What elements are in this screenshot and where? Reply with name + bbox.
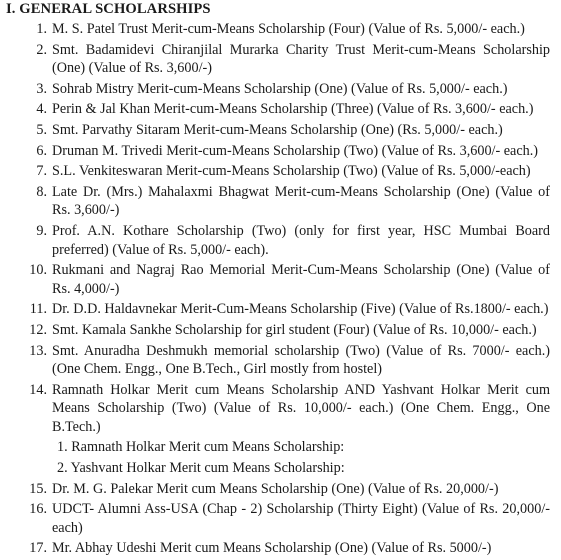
item-text: Sohrab Mistry Merit-cum-Means Scholarship (One) (Value of Rs. 5,000/- each.) [52,80,508,97]
list-item [0,342,561,379]
sub-item: 2. Yashvant Holkar Merit cum Means Scholarship: [57,460,345,477]
scholarship-list [0,20,561,560]
list-item [0,500,561,537]
section-heading: I. GENERAL SCHOLARSHIPS [6,1,211,17]
item-number: 9. [36,222,47,239]
list-item [0,100,561,119]
item-text: Druman M. Trivedi Merit-cum-Means Scholarship (Two) (Value of Rs. 3,600/- each.) [52,142,539,159]
item-text: Smt. Kamala Sankhe Scholarship for girl student (Four) (Value of Rs. 10,000/- each.) [52,321,537,338]
list-item [0,162,561,181]
item-text: Rukmani and Nagraj Rao Memorial Merit-Cum-Means Scholarship (One) (Value of Rs. 4,000/-) [52,262,550,297]
item-text: UDCT- Alumni Ass-USA (Chap - 2) Scholarship (Thirty Eight) (Value of Rs. 20,000/- each) [52,501,550,536]
item-text: S.L. Venkiteswaran Merit-cum-Means Scholarship (Two) (Value of Rs. 5,000/-each) [52,163,531,180]
list-item [0,121,561,140]
item-number: 4. [36,101,47,118]
list-item [0,20,561,39]
item-number: 2. [36,41,47,58]
item-number: 17. [29,540,47,557]
item-number: 15. [29,480,47,497]
list-item [0,381,561,478]
item-number: 5. [36,121,47,138]
item-text-block [52,381,561,478]
item-text: Ramnath Holkar Merit cum Means Scholarship AND Yashvant Holkar Merit cum Means Scholarship (Two) (Value of Rs. 10,000/- each.) (One Chem. Engg., One B.Tech.) [52,381,550,435]
item-text: Mr. Abhay Udeshi Merit cum Means Scholarship (One) (Value of Rs. 5000/-) [52,540,492,557]
item-number: 6. [36,142,47,159]
list-item [0,480,561,499]
item-text: Late Dr. (Mrs.) Mahalaxmi Bhagwat Merit-cum-Means Scholarship (One) (Value of Rs. 3,600/-) [52,183,550,219]
item-number: 1. [36,21,47,37]
sub-item: 1. Ramnath Holkar Merit cum Means Scholarship: [57,439,345,456]
list-item [0,222,561,259]
item-text: Smt. Anuradha Deshmukh memorial scholarship (Two) (Value of Rs. 7000/- each.) (One Chem. Engg., One B.Tech., Girl mostly from hostel) [52,342,550,378]
item-number: 11. [29,301,47,318]
list-item [0,142,561,161]
item-text: M. S. Patel Trust Merit-cum-Means Scholarship (Four) (Value of Rs. 5,000/- each.) [52,21,525,37]
item-text: Prof. A.N. Kothare Scholarship (Two) (only for first year, HSC Mumbai Board preferred) (Value of Rs. 5,000/- each). [52,222,550,258]
item-number: 3. [36,80,47,97]
item-number: 12. [29,321,47,338]
item-number: 8. [36,183,47,200]
item-number: 13. [29,342,47,359]
item-number: 14. [29,381,47,398]
list-item [0,539,561,558]
item-number: 16. [29,501,47,518]
list-item [0,321,561,340]
list-item [0,80,561,99]
item-text: Dr. D.D. Haldavnekar Merit-Cum-Means Scholarship (Five) (Value of Rs.1800/- each.) [52,301,549,318]
list-item [0,300,561,319]
item-text: Dr. M. G. Palekar Merit cum Means Scholarship (One) (Value of Rs. 20,000/-) [52,480,499,497]
item-text: Smt. Parvathy Sitaram Merit-cum-Means Scholarship (One) (Rs. 5,000/- each.) [52,121,503,138]
list-item [0,41,561,78]
item-text: Perin & Jal Khan Merit-cum-Means Scholarship (Three) (Value of Rs. 3,600/- each.) [52,101,534,118]
list-item [0,261,561,298]
item-number: 7. [36,163,47,180]
item-number: 10. [29,262,47,279]
list-item [0,183,561,220]
item-text: Smt. Badamidevi Chiranjilal Murarka Charity Trust Merit-cum-Means Scholarship (One) (Value of Rs. 3,600/-) [52,41,550,77]
